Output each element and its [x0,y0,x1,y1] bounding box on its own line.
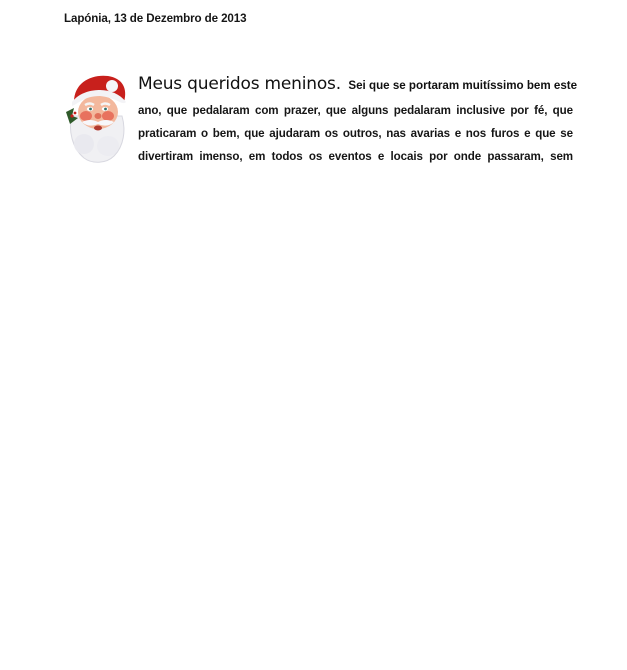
santa-claus-face-icon [62,72,132,164]
salutation-line [138,74,577,94]
paragraph1-line: ano, que pedalaram com prazer, que alguns pedalaram inclusive por fé, que [138,104,573,117]
paragraph1-first-line: Sei que se portaram muitíssimo bem este [348,79,578,92]
salutation: Meus queridos meninos. [138,74,341,94]
paragraph1-line: divertiram imenso, em todos os eventos e locais por onde passaram, sem [138,150,573,163]
letter-date: Lapónia, 13 de Dezembro de 2013 [64,12,247,25]
paragraph1-line: praticaram o bem, que ajudaram os outros, nas avarias e nos furos e que se [138,127,573,140]
